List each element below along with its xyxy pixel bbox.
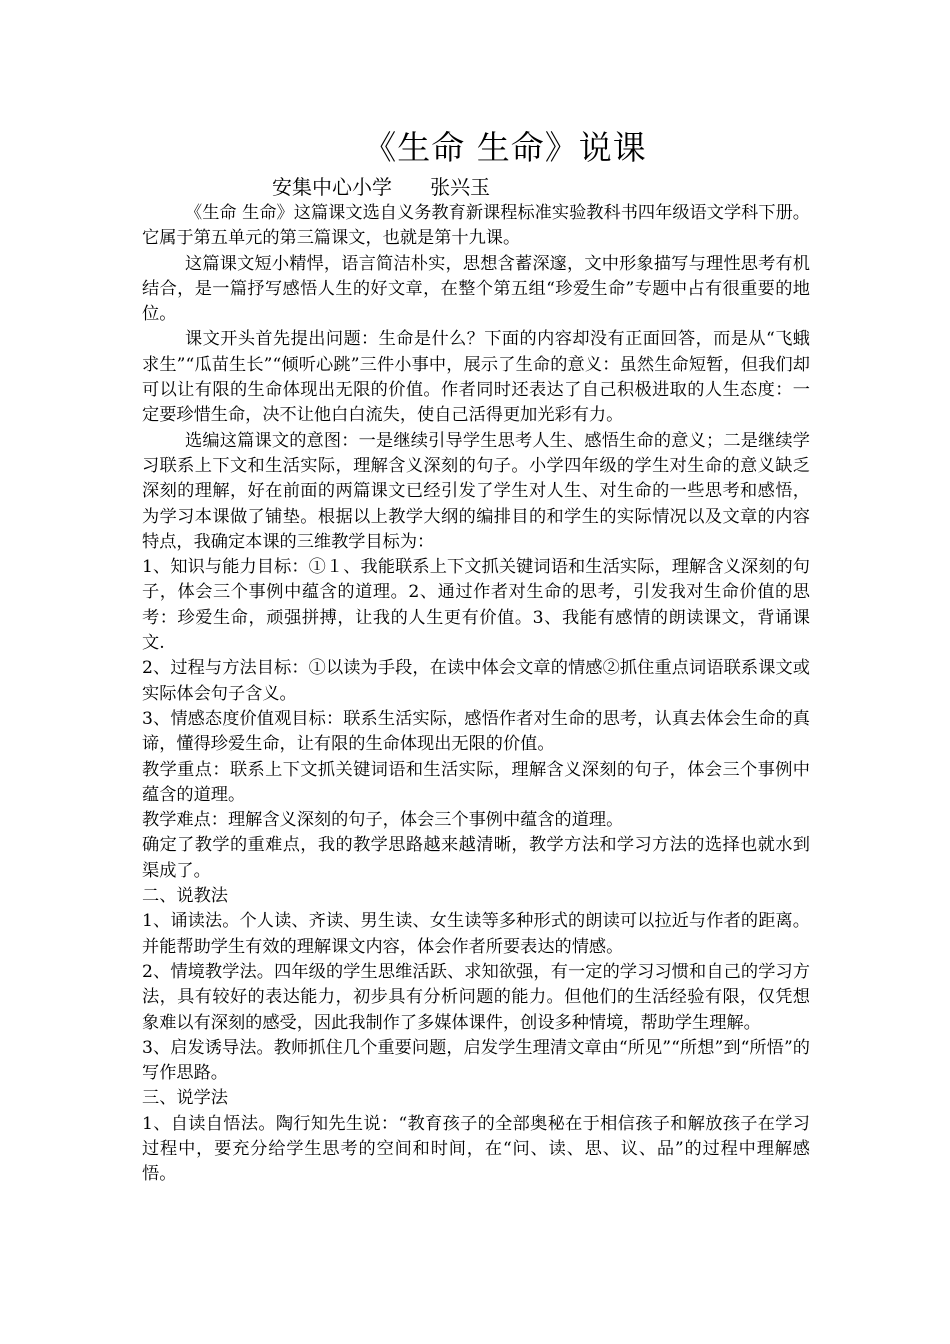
paragraph: 1、自读自悟法。陶行知先生说：“教育孩子的全部奥秘在于相信孩子和解放孩子在学习过程中，要充分给学生思考的空间和时间，在“问、读、思、议、品”的过程中理解感悟。 <box>142 1113 810 1185</box>
paragraph: 3、情感态度价值观目标：联系生活实际，感悟作者对生命的思考，认真去体会生命的真谛，懂得珍爱生命，让有限的生命体现出无限的价值。 <box>142 708 810 755</box>
paragraph: 三、说学法 <box>142 1088 228 1109</box>
paragraph: 确定了教学的重难点，我的教学思路越来越清晰，教学方法和学习方法的选择也就水到渠成了。 <box>142 835 810 881</box>
document-author: 安集中心小学 张兴玉 <box>272 175 491 199</box>
paragraph: 2、过程与方法目标：①以读为手段，在读中体会文章的情感②抓住重点词语联系课文或实际体会句子含义。 <box>142 658 810 704</box>
paragraph: 1、知识与能力目标：①１、我能联系上下文抓关键词语和生活实际，理解含义深刻的句子，体会三个事例中蕴含的道理。2、通过作者对生命的思考，引发我对生命价值的思考：珍爱生命，顽强拼搏，让我的人生更有价值。3、我能有感情的朗读课文，背诵课文. <box>142 557 810 654</box>
paragraph: 选编这篇课文的意图：一是继续引导学生思考人生、感悟生命的意义；二是继续学习联系上下文和生活实际，理解含义深刻的句子。小学四年级的学生对生命的意义缺乏深刻的理解，好在前面的两篇课文已经引发了学生对人生、对生命的一些思考和感悟，为学习本课做了铺垫。根据以上教学大纲的编排目的和学生的实际情况以及文章的内容特点，我确定本课的三维教学目标为： <box>142 430 810 552</box>
paragraph: 教学重点：联系上下文抓关键词语和生活实际，理解含义深刻的句子，体会三个事例中蕴含的道理。 <box>142 759 810 805</box>
paragraph: 1、诵读法。个人读、齐读、男生读、女生读等多种形式的朗读可以拉近与作者的距离。并能帮助学生有效的理解课文内容，体会作者所要表达的情感。 <box>142 911 810 957</box>
paragraph: 2、情境教学法。四年级的学生思维活跃、求知欲强，有一定的学习习惯和自己的学习方法，具有较好的表达能力，初步具有分析问题的能力。但他们的生活经验有限，仅凭想象难以有深刻的感受，因此我制作了多媒体课件，创设多种情境，帮助学生理解。 <box>142 961 810 1033</box>
paragraph: 这篇课文短小精悍，语言简洁朴实，思想含蓄深邃，文中形象描写与理性思考有机结合，是一篇抒写感悟人生的好文章，在整个第五组“珍爱生命”专题中占有很重要的地位。 <box>142 253 810 325</box>
document-title: 《生命 生命》说课 <box>363 128 647 167</box>
paragraph: 《生命 生命》这篇课文选自义务教育新课程标准实验教科书四年级语文学科下册。它属于第五单元的第三篇课文，也就是第十九课。 <box>142 203 810 249</box>
paragraph: 3、启发诱导法。教师抓住几个重要问题，启发学生理清文章由“所见”“所想”到“所悟”的写作思路。 <box>142 1037 810 1084</box>
paragraph: 教学难点：理解含义深刻的句子，体会三个事例中蕴含的道理。 <box>142 810 624 831</box>
document-body <box>142 201 810 1188</box>
paragraph: 二、说教法 <box>142 886 228 907</box>
paragraph: 课文开头首先提出问题：生命是什么？下面的内容却没有正面回答，而是从“飞蛾求生”“瓜苗生长”“倾听心跳”三件小事中，展示了生命的意义：虽然生命短暂，但我们却可以让有限的生命体现出无限的价值。作者同时还表达了自己积极进取的人生态度：一定要珍惜生命，决不让他白白流失，使自己活得更加光彩有力。 <box>142 329 810 426</box>
